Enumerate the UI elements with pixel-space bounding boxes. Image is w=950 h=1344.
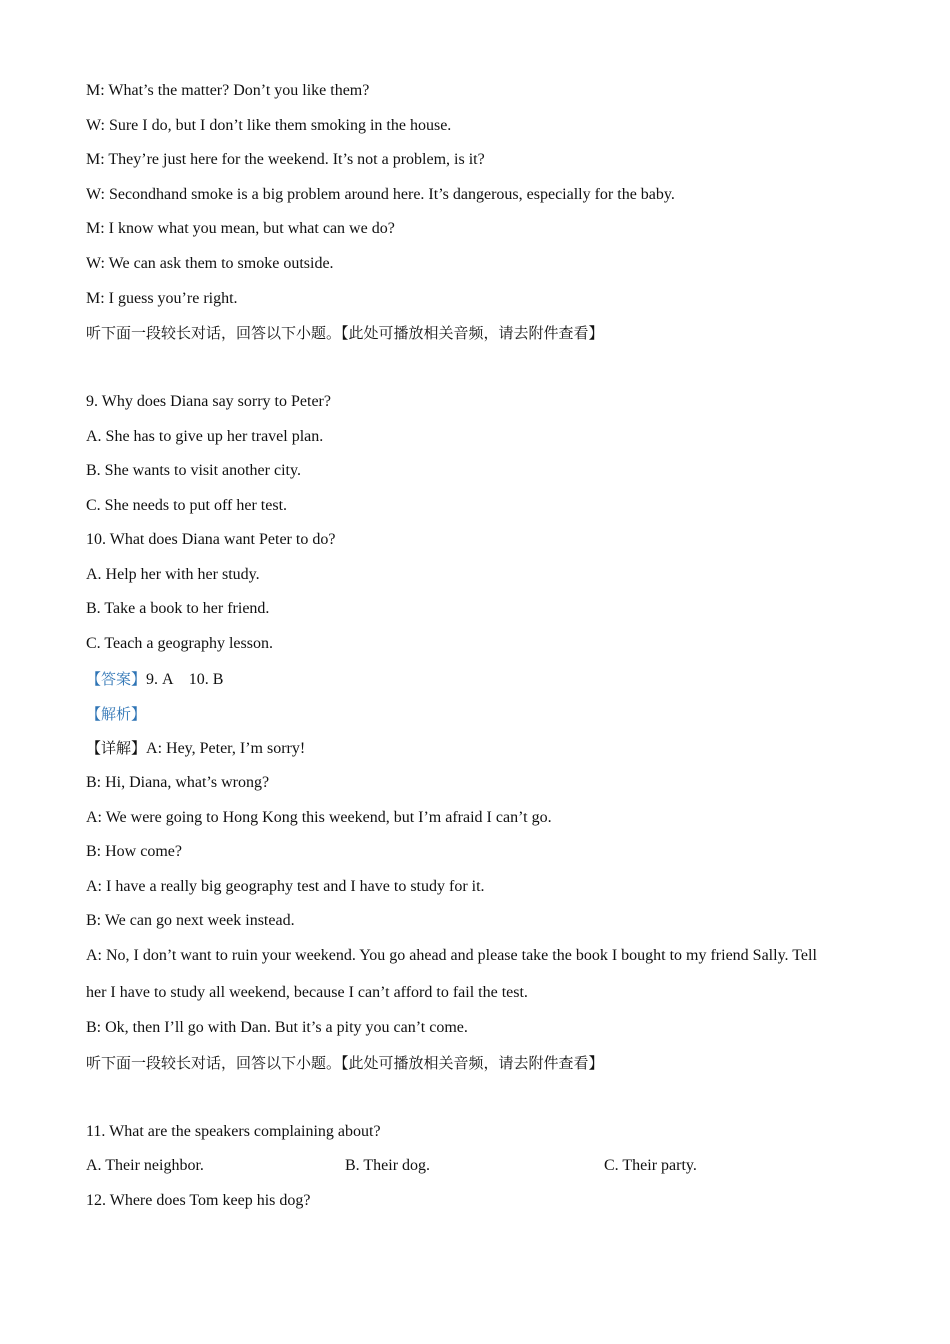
dialogue-line: W: Secondhand smoke is a big problem around here. It’s dangerous, especially for the baby.: [86, 186, 675, 203]
question-11-option-c: C. Their party.: [604, 1157, 697, 1174]
dialogue-line: W: We can ask them to smoke outside.: [86, 255, 334, 272]
dialogue-line: M: What’s the matter? Don’t you like them?: [86, 82, 370, 99]
answer-line: [86, 669, 223, 690]
question-10-option-c: C. Teach a geography lesson.: [86, 635, 273, 652]
dialogue-line: B: We can go next week instead.: [86, 912, 295, 929]
answer-label: 【答案】: [86, 670, 147, 688]
question-10-option-a: A. Help her with her study.: [86, 566, 260, 583]
listening-instruction: 听下面一段较长对话，回答以下小题。【此处可播放相关音频，请去附件查看】: [86, 324, 604, 342]
question-9-option-b: B. She wants to visit another city.: [86, 462, 301, 479]
question-11-option-b: B. Their dog.: [345, 1157, 431, 1174]
answer-text: 9. A 10. B: [146, 671, 224, 688]
question-10-option-b: B. Take a book to her friend.: [86, 600, 270, 617]
dialogue-line: M: I know what you mean, but what can we do?: [86, 220, 395, 237]
detail-label: 【详解】: [86, 739, 147, 757]
detail-first-line: A: Hey, Peter, I’m sorry!: [146, 740, 306, 757]
dialogue-line: A: I have a really big geography test and I have to study for it.: [86, 878, 485, 895]
dialogue-line: M: I guess you’re right.: [86, 290, 238, 307]
question-11-option-a: A. Their neighbor.: [86, 1157, 204, 1174]
detail-line: [86, 738, 305, 759]
dialogue-line: her I have to study all weekend, because I can’t afford to fail the test.: [86, 984, 528, 1001]
dialogue-line: M: They’re just here for the weekend. It’s not a problem, is it?: [86, 151, 485, 168]
dialogue-line: A: No, I don’t want to ruin your weekend. You go ahead and please take the book I bought to my friend Sally. Tell: [86, 947, 817, 964]
question-10-stem: 10. What does Diana want Peter to do?: [86, 531, 336, 548]
listening-instruction: 听下面一段较长对话，回答以下小题。【此处可播放相关音频，请去附件查看】: [86, 1054, 604, 1072]
dialogue-line: B: How come?: [86, 843, 182, 860]
question-12-stem: 12. Where does Tom keep his dog?: [86, 1192, 311, 1209]
dialogue-line: A: We were going to Hong Kong this weekend, but I’m afraid I can’t go.: [86, 809, 552, 826]
dialogue-line: B: Ok, then I’ll go with Dan. But it’s a pity you can’t come.: [86, 1019, 468, 1036]
question-9-option-a: A. She has to give up her travel plan.: [86, 428, 324, 445]
analysis-label: 【解析】: [86, 705, 147, 723]
question-9-stem: 9. Why does Diana say sorry to Peter?: [86, 393, 331, 410]
dialogue-line: W: Sure I do, but I don’t like them smoking in the house.: [86, 117, 452, 134]
question-11-stem: 11. What are the speakers complaining about?: [86, 1123, 381, 1140]
question-9-option-c: C. She needs to put off her test.: [86, 497, 288, 514]
dialogue-line: B: Hi, Diana, what’s wrong?: [86, 774, 270, 791]
